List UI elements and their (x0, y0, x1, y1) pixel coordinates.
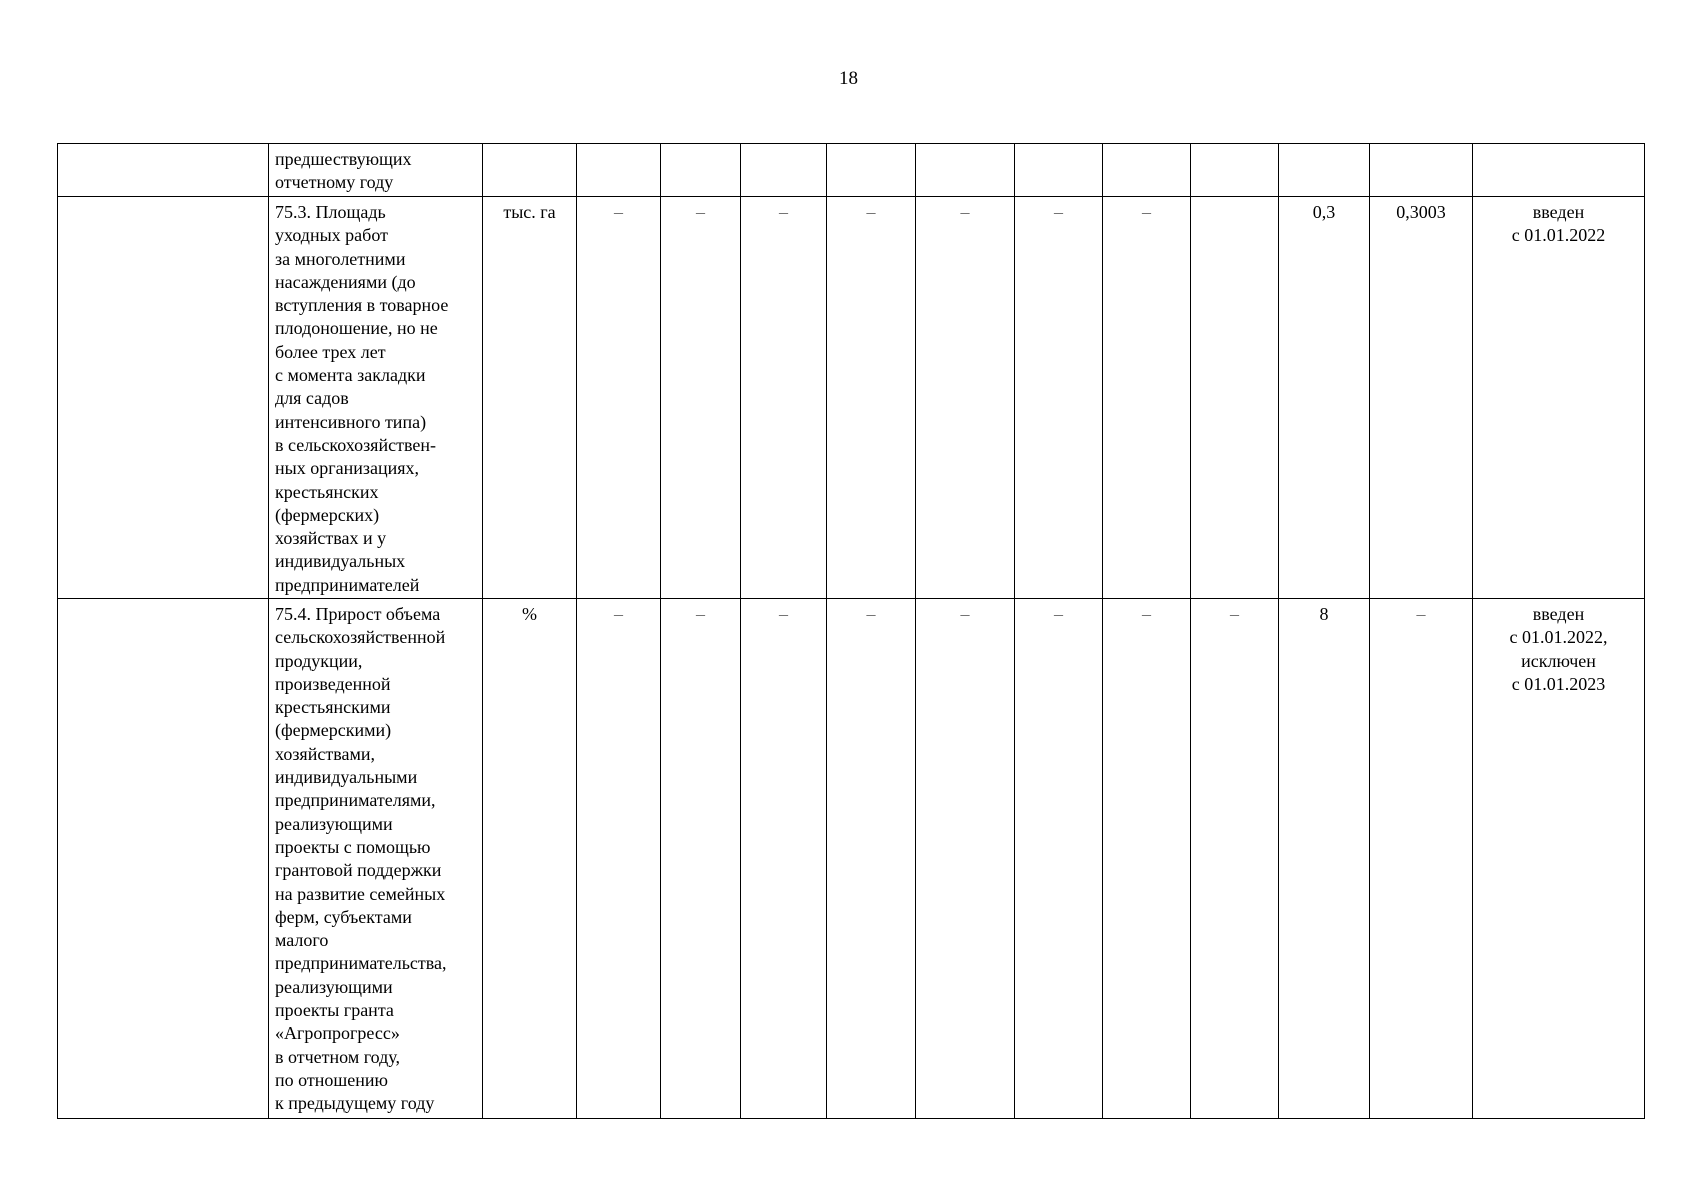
note-line: введен (1532, 604, 1585, 624)
value-cell (1370, 144, 1473, 197)
description-line: предпринимателей (275, 574, 420, 595)
row-number-cell (58, 599, 269, 1119)
unit-cell: тыс. га (483, 197, 577, 599)
value-cell: – (916, 599, 1015, 1119)
description-line: индивидуальными (275, 767, 418, 788)
note-cell (1473, 197, 1645, 599)
unit-cell (483, 144, 577, 197)
description-line: продукции, (275, 650, 363, 671)
description-line: хозяйствах и у (275, 528, 387, 549)
value-cell: 0,3 (1279, 197, 1370, 599)
table-row (58, 599, 1645, 1119)
note-line: с 01.01.2022 (1511, 225, 1606, 246)
value-cell (661, 144, 741, 197)
value-cell: – (827, 197, 916, 599)
note-line: с 01.01.2023 (1511, 673, 1606, 694)
description-line: более трех лет (275, 341, 386, 362)
value-cell: – (916, 197, 1015, 599)
description-line: ных организациях, (275, 458, 420, 479)
value-cell (827, 144, 916, 197)
description-line: грантовой поддержки (275, 860, 442, 881)
description-line: (фермерскими) (275, 720, 392, 741)
description-line: (фермерских) (275, 504, 380, 525)
description-line: предпринимательства, (275, 953, 447, 974)
note-cell (1473, 599, 1645, 1119)
description-line: крестьянских (275, 481, 379, 502)
value-cell: – (1015, 599, 1103, 1119)
description-line: предшествующих (275, 149, 412, 169)
description-line: на развитие семейных (275, 883, 446, 904)
description-line: с момента закладки (275, 365, 426, 386)
description-line: реализующими (275, 813, 393, 834)
value-cell: – (1370, 599, 1473, 1119)
description-line: интенсивного типа) (275, 411, 427, 432)
indicator-description (269, 599, 483, 1119)
description-line: в отчетном году, (275, 1046, 400, 1067)
description-line: реализующими (275, 976, 393, 997)
value-cell: – (577, 197, 661, 599)
description-line: в сельскохозяйствен- (275, 434, 436, 455)
value-cell: – (577, 599, 661, 1119)
page-number: 18 (839, 68, 858, 89)
value-cell: – (1015, 197, 1103, 599)
description-line: хозяйствами, (275, 743, 375, 764)
row-number-cell (58, 144, 269, 197)
value-cell: – (741, 599, 827, 1119)
description-line: 75.4. Прирост объема (275, 604, 441, 624)
value-cell: – (661, 599, 741, 1119)
value-cell: – (661, 197, 741, 599)
indicator-description (269, 197, 483, 599)
description-line: крестьянскими (275, 697, 391, 718)
description-line: вступления в товарное (275, 295, 449, 316)
description-line: предпринимателями, (275, 790, 436, 811)
value-cell (1191, 197, 1279, 599)
value-cell: – (1103, 197, 1191, 599)
description-line: насаждениями (до (275, 271, 416, 292)
value-cell: – (741, 197, 827, 599)
description-line: проекты гранта (275, 1000, 394, 1021)
indicators-table (57, 143, 1645, 1119)
description-line: сельскохозяйственной (275, 627, 446, 648)
table-row (58, 144, 1645, 197)
description-line: уходных работ (275, 225, 388, 246)
description-line: проекты с помощью (275, 836, 431, 857)
value-cell (1103, 144, 1191, 197)
description-line: 75.3. Площадь (275, 202, 386, 222)
value-cell (916, 144, 1015, 197)
value-cell (1191, 144, 1279, 197)
description-line: по отношению (275, 1069, 388, 1090)
value-cell (1015, 144, 1103, 197)
value-cell: – (827, 599, 916, 1119)
description-line: к предыдущему году (275, 1093, 435, 1114)
note-cell (1473, 144, 1645, 197)
note-line: исключен (1521, 650, 1596, 671)
row-number-cell (58, 197, 269, 599)
note-line: введен (1532, 202, 1585, 222)
description-line: плодоношение, но не (275, 318, 438, 339)
value-cell (741, 144, 827, 197)
value-cell: 8 (1279, 599, 1370, 1119)
description-line: отчетному году (275, 172, 394, 193)
indicator-description (269, 144, 483, 197)
description-line: индивидуальных (275, 551, 406, 572)
description-line: ферм, субъектами (275, 906, 412, 927)
description-line: произведенной (275, 673, 391, 694)
description-line: «Агропрогресс» (275, 1023, 400, 1044)
value-cell: 0,3003 (1370, 197, 1473, 599)
value-cell (1279, 144, 1370, 197)
table-row (58, 197, 1645, 599)
description-line: малого (275, 930, 329, 951)
value-cell (577, 144, 661, 197)
description-line: для садов (275, 388, 349, 409)
description-line: за многолетними (275, 248, 406, 269)
value-cell: – (1103, 599, 1191, 1119)
note-line: с 01.01.2022, (1509, 627, 1608, 648)
unit-cell: % (483, 599, 577, 1119)
value-cell: – (1191, 599, 1279, 1119)
